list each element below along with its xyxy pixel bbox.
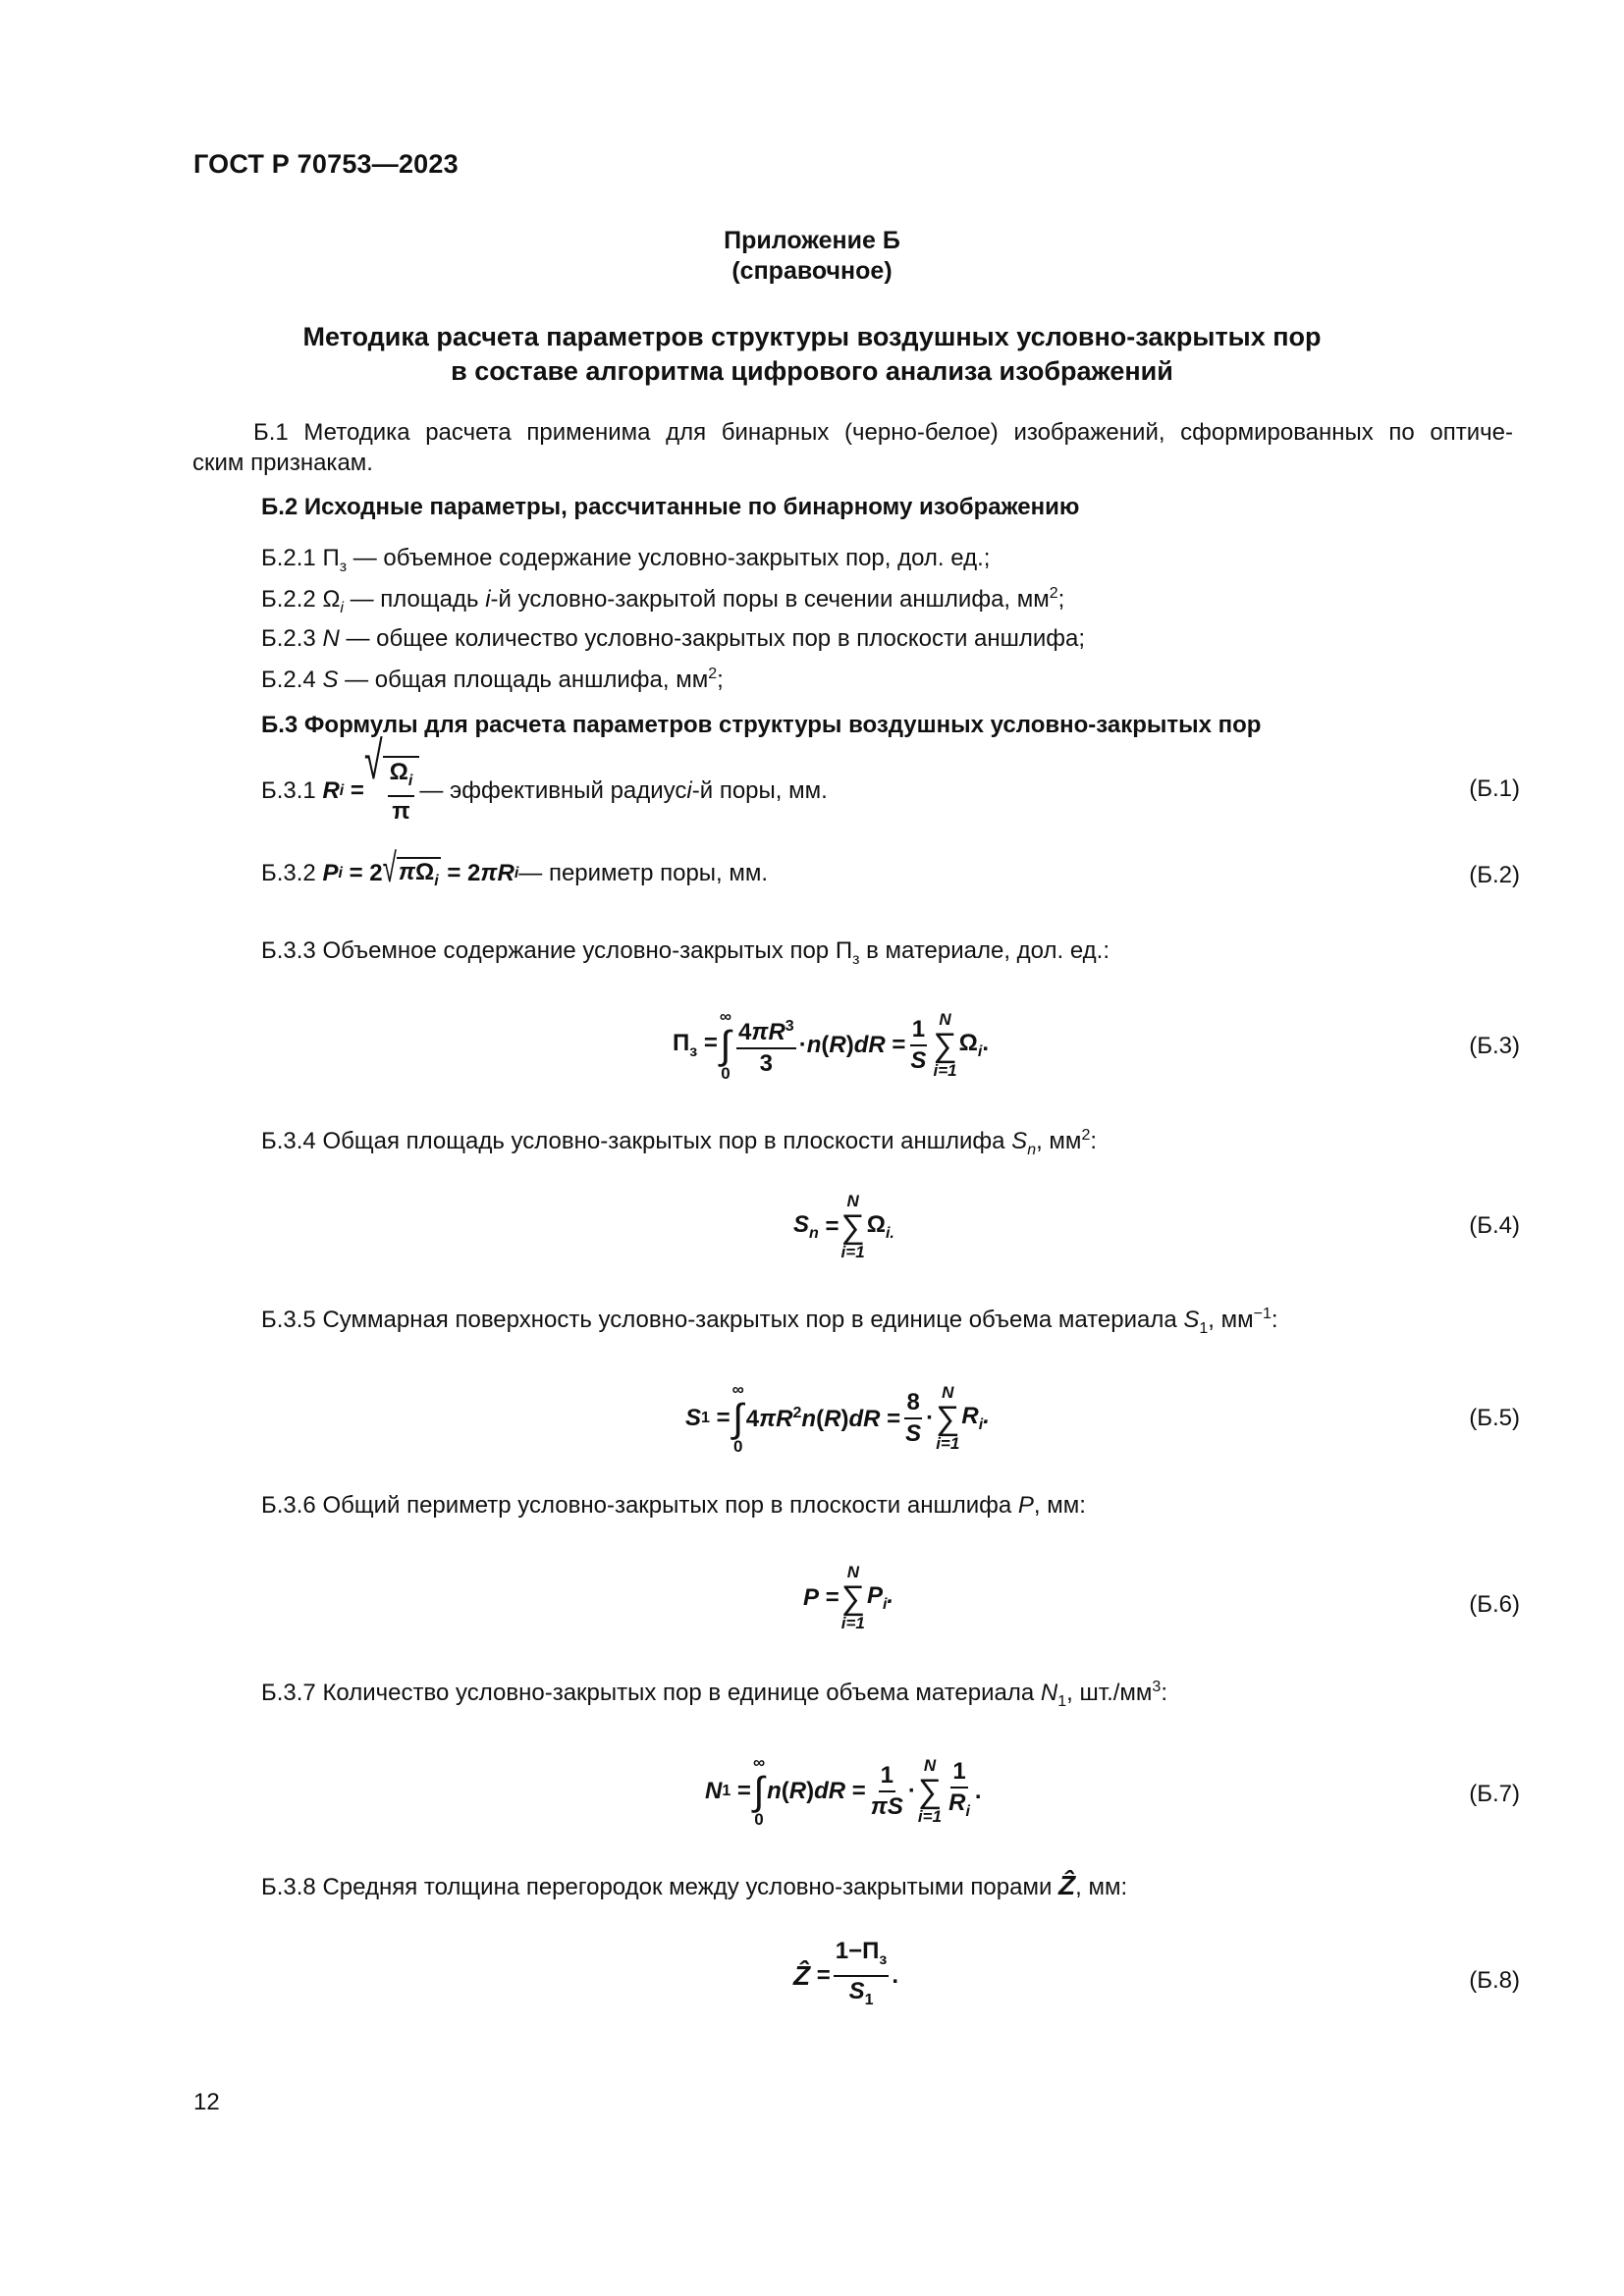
formula-b4: $S_n$ = N ∑ i=1 $\Omega_{i.}$ (793, 1192, 894, 1261)
appendix-label: Приложение Б (724, 227, 900, 254)
document-code: ГОСТ Р 70753—2023 (193, 149, 459, 179)
item-b23: Б.2.3 N — общее количество условно-закрытых пор в плоскости аншлифа; (261, 625, 1086, 652)
text-b33: Б.3.3 Объемное содержание условно-закрытых пор $П_з$ в материале, дол. ед.: (261, 937, 1110, 968)
intro-line-1: Б.1 Методика расчета применима для бинарных (черно-белое) изображений, сформированных по оптиче- (253, 419, 1513, 446)
item-b22: Б.2.2 $\Omega_i$ — площадь i-й условно-закрытой поры в сечении аншлифа, $мм^2$; (261, 585, 1065, 616)
equation-number-b1: (Б.1) (1469, 775, 1520, 802)
equation-number-b2: (Б.2) (1469, 862, 1520, 888)
item-b24: Б.2.4 S — общая площадь аншлифа, $мм^2$; (261, 666, 724, 693)
equation-number-b6: (Б.6) (1469, 1591, 1520, 1618)
title-line-1: Методика расчета параметров структуры воздушных условно-закрытых пор (302, 322, 1322, 351)
formula-b5: S 1 = ∞ ∫ 0 $4\pi R^2n(R)dR$ = $\frac{8}{S}$ · N ∑ i=1 $R_i$. (685, 1380, 990, 1456)
section-3-heading: Б.3 Формулы для расчета параметров структуры воздушных условно-закрытых пор (261, 712, 1262, 738)
formula-b7: N 1 = ∞ ∫ 0 n(R)dR = $\frac{1}{\pi S}$ · N ∑ i=1 $\frac{1}{R_i}$ . (705, 1753, 982, 1829)
formula-b3: $П_з$ = ∞ ∫ 0 $\frac{4\pi R^3}{3}$ ·n(R)dR = $\frac{1}{S}$ N ∑ i=1 $\Omega_i$. (673, 1007, 990, 1083)
text-b38: Б.3.8 Средняя толщина перегородок между условно-закрытыми порами Ẑ, мм: (261, 1870, 1128, 1900)
equation-number-b8: (Б.8) (1469, 1967, 1520, 1994)
text-b37: Б.3.7 Количество условно-закрытых пор в единице объема материала $N_1$, $шт./мм^3$: (261, 1679, 1167, 1710)
appendix-title (0, 320, 1624, 389)
text-b36: Б.3.6 Общий периметр условно-закрытых пор в плоскости аншлифа P, мм: (261, 1492, 1086, 1519)
intro-paragraph (192, 417, 1513, 478)
formula-b6: P = N ∑ i=1 $P_i$. (803, 1563, 894, 1632)
text-b34: Б.3.4 Общая площадь условно-закрытых пор в плоскости аншлифа $S_n$, $мм^2$: (261, 1127, 1098, 1158)
page-number: 12 (193, 2089, 220, 2115)
title-line-2: в составе алгоритма цифрового анализа изображений (451, 356, 1173, 386)
equation-number-b3: (Б.3) (1469, 1033, 1520, 1059)
equation-number-b5: (Б.5) (1469, 1405, 1520, 1431)
equation-number-b4: (Б.4) (1469, 1212, 1520, 1239)
equation-number-b7: (Б.7) (1469, 1781, 1520, 1807)
appendix-type: (справочное) (731, 257, 893, 285)
item-b21: Б.2.1 $П_з$ — объемное содержание условно-закрытых пор, дол. ед.; (261, 545, 991, 575)
intro-line-2: ским признакам. (192, 450, 373, 476)
sqrt-symbol: √ $\frac{\Omega_i}{\pi}$ (364, 756, 419, 828)
formula-b31: Б.3.1 R i = √ $\frac{\Omega_i}{\pi}$ — эффективный радиус i -й поры, мм. (261, 730, 828, 826)
formula-b8: Ẑ = $\frac{1-П_з}{S_1}$ . (793, 1938, 899, 2008)
section-2-heading: Б.2 Исходные параметры, рассчитанные по бинарному изображению (261, 494, 1080, 520)
formula-b32: Б.3.2 P i = 2 √ $\pi\Omega_i$ = 2πR i — периметр поры, мм. (261, 843, 769, 891)
text-b35: Б.3.5 Суммарная поверхность условно-закрытых пор в единице объема материала $S_1$, $мм^{-1}$: (261, 1306, 1278, 1337)
appendix-heading (0, 226, 1624, 287)
